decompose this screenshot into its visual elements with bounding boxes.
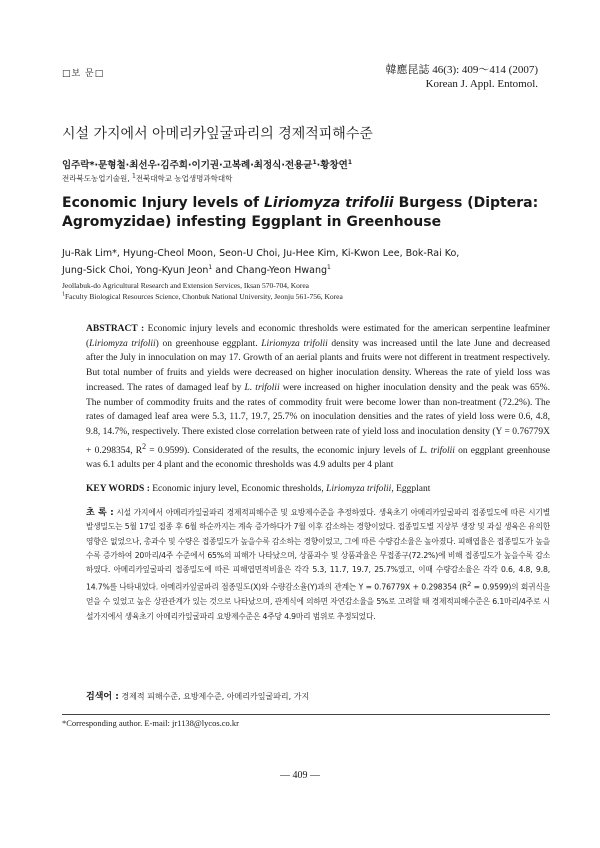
title-korean: 시설 가지에서 아메리카잎굴파리의 경제적피해수준 (62, 126, 373, 142)
abstract-species-4: L. trifolii (419, 445, 455, 456)
abstract-text-4: were increased on higher inoculation density and the peak was 65%. The number of commodity fruits and the rates of commodity fruit were become lower than non-treatment (72.2%). The rates of damaged leaf area were 5.3, 11.7, 19.7, 25.7% on inoculation densities and the rates of yield loss were 0.6, 4.8, 9.8, 14.7%, respectively. There existed close correlation between rate of yield loss and inoculation density (Y = 0.76779X + 0.298354, R (86, 382, 550, 456)
keywords-en-label: KEY WORDS : (86, 484, 150, 494)
authors-en-line2 (62, 262, 552, 279)
affil-ko-part1: 전라북도농업기술원, (62, 174, 132, 183)
abstract-text-6: on eggplant greenhouse was 6.1 adults per 4 plant and the economic thresholds was 4.9 adults per 4 plant (86, 445, 550, 471)
affil-en-line2-text: Faculty Biological Resources Science, Chonbuk National University, Jeonju 561-756, Korea (65, 292, 343, 301)
abstract-species-2: Liriomyza trifolii (261, 338, 328, 349)
title-en-species: Liriomyza trifolii (263, 195, 394, 211)
authors-en-line2b: and Chang-Yeon Hwang (212, 265, 327, 276)
abstract-text-1: Economic injury levels and economic thresholds were estimated for the american serpentine leafminer ( (86, 324, 550, 349)
authors-korean (62, 157, 352, 171)
authors-ko-part1: 임주락*·문형철·최선우·김주희·이기권·고복례·최정식·전용균 (62, 160, 313, 171)
summary-ko-text-2: = 0.9599)의 회귀식을 얻을 수 있었고 높은 상관관계가 있는 것으로 나타났으며, 관계식에 의하면 자연감소율을 5%로 고려할 때 경제적피해수준은 6.1마리/4주로 시설가지에서 생육초기 아메리카잎굴파리 요방제수준은 4주당 4.9마리 범위로 추정되었다. (86, 583, 550, 621)
abstract (86, 322, 550, 473)
affil-ko-sup: 1 (131, 172, 136, 180)
keywords-ko-label: 검색어 : (86, 692, 119, 702)
authors-ko-sup1: 1 (312, 158, 317, 166)
keywords-ko-text: 경제적 피해수준, 요방제수준, 아메리카잎굴파리, 가지 (118, 692, 310, 701)
authors-ko-part2: ·황창연 (316, 160, 348, 171)
abstract-text-3: density was increased until the late June and decreased after the July in innoculation on may 17. Growth of an aerial plants and fruits were not different in treatment respectively. But total number of fruits and yields were decreased on higher inoculation density. Whereas the rate of yield loss was increased. The rates of damaged leaf by (86, 338, 550, 393)
summary-ko-text-1: 시설 가지에서 아메리카잎굴파리 경제적피해수준 및 요방제수준을 추정하였다. 생육초기 아메리카잎굴파리 접종밀도에 따른 시기별 발생밀도는 5월 17일 접종 후 6월 하순까지는 계속 증가하다가 7월 이후 감소하는 경향이었다. 접종밀도별 지상부 생장 및 과실 생육은 유의한 영향은 없었으나, 총과수 및 수량은 접종밀도가 높을수록 감소하는 경향이었고, 그에 따른 수량감소율은 높아졌다. 피해엽율은 접종밀도가 높을수록 증가하여 20마리/4주 수준에서 65%의 피해가 나타났으며, 상품과수 및 상품과율은 무접종구(72.2%)에 비해 접종밀도가 높을수록 감소하였다. 아메리카잎굴파리 접종밀도에 따른 피해엽면적비율은 각각 5.3, 11.7, 19.7, 25.7%였고, 이때 수량감소율은 각각 0.6, 4.8, 9.8, 14.7%를 나타내었다. 아메리카잎굴파리 접종밀도(X)와 수량감소율(Y)과의 관계는 Y = 0.76779X + 0.298354 (R (86, 508, 550, 593)
title-english (62, 194, 552, 232)
summary-ko-label: 초 록 : (86, 508, 114, 518)
keywords-en-species: Liriomyza trifolii (326, 484, 392, 494)
summary-ko-sup: 2 (467, 580, 472, 589)
journal-citation-ko: 韓應昆誌 46(3): 409～414 (2007) (385, 64, 538, 76)
title-en-part2: Burgess (Diptera: Agromyzidae) infesting Eggplant in Greenhouse (62, 195, 539, 230)
footnote-divider (62, 714, 550, 715)
keywords-en-text: Economic injury level, Economic thresholds, (149, 484, 327, 494)
affil-ko-part2: 전북대학교 농업생명과학대학 (135, 174, 233, 183)
keywords-korean (86, 689, 550, 702)
abstract-species-3: L. trifolii (244, 382, 280, 393)
journal-citation-en: Korean J. Appl. Entomol. (425, 78, 538, 90)
authors-english (62, 245, 552, 279)
abstract-text-2: ) on greenhouse eggplant. (155, 338, 262, 349)
journal-citation (338, 63, 538, 91)
authors-en-sup1: 1 (208, 263, 213, 271)
authors-ko-sup2: 1 (347, 158, 352, 166)
affil-en-sup: 1 (62, 291, 65, 298)
summary-korean (86, 506, 550, 624)
authors-en-line1: Ju-Rak Lim*, Hyung-Cheol Moon, Seon-U Choi, Ju-Hee Kim, Ki-Kwon Lee, Bok-Rai Ko, (62, 248, 460, 259)
corresponding-author-footnote: *Corresponding author. E-mail: jr1138@lycos.co.kr (62, 718, 240, 728)
affiliations-korean (62, 173, 232, 184)
affiliations-english (62, 280, 552, 302)
page-number: — 409 — (280, 770, 320, 781)
authors-en-sup2: 1 (327, 263, 331, 271)
affil-en-line1: Jeollabuk-do Agricultural Research and Extension Services, Iksan 570-704, Korea (62, 281, 310, 290)
authors-en-line2a: Jung-Sick Choi, Yong-Kyun Jeon (62, 265, 209, 276)
abstract-text-5: = 0.9599). Considerated of the results, the economic injury levels of (146, 445, 420, 456)
affil-en-line2 (62, 291, 552, 302)
keywords-en-tail: , Eggplant (391, 484, 431, 494)
section-label: □보 문□ (62, 69, 105, 79)
keywords-english (86, 484, 550, 494)
abstract-sup: 2 (142, 441, 147, 451)
abstract-label: ABSTRACT : (86, 324, 145, 334)
title-en-part1: Economic Injury levels of (62, 195, 264, 211)
abstract-species-1: Liriomyza trifolii (89, 338, 156, 349)
